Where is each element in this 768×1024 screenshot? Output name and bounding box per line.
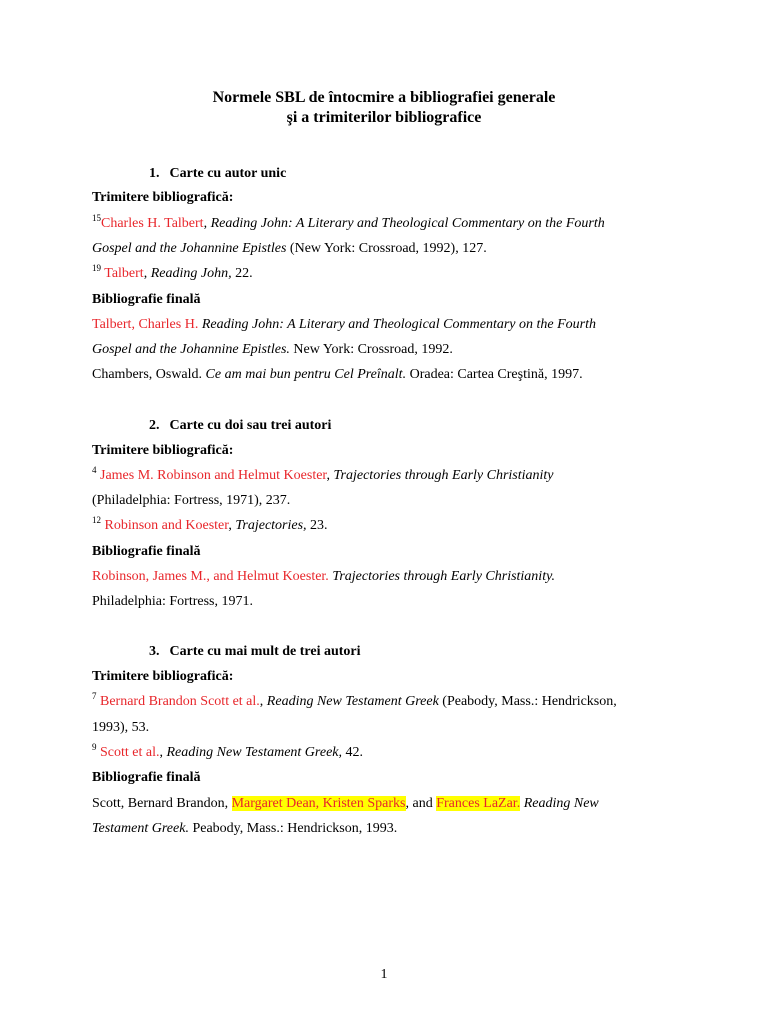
section-3-bib-1-cont (92, 820, 397, 838)
footnote-number: 7 (92, 691, 97, 701)
section-1-note-2: $^{19}$ Talbert, Reading John, 22. (92, 263, 253, 281)
section-3-heading (149, 643, 361, 661)
document-title-line-2: şi a trimiterilor bibliografice (286, 109, 482, 126)
author-name: Talbert, Charles H. (92, 317, 199, 332)
highlighted-author: Frances LaZar. (436, 796, 521, 811)
section-2-note-2: $^{12}$ Robinson and Koester, Trajectories, 23. (92, 515, 328, 533)
footnote-number: 12 (92, 515, 101, 525)
page-number: 1 (380, 967, 388, 982)
author-name: Bernard Brandon Scott et al. (100, 694, 260, 709)
book-title: Testament Greek. (92, 821, 189, 836)
footnote-number: 4 (92, 465, 97, 475)
section-1-bib-1-cont (92, 341, 453, 359)
section-1-bib-1 (92, 316, 596, 334)
section-2-bib-1-cont: Philadelphia: Fortress, 1971. (92, 594, 253, 609)
document-title-line-1: Normele SBL de întocmire a bibliografiei generale (212, 89, 556, 106)
section-3-note-1: $^7$ Bernard Brandon Scott et al., Reading New Testament Greek (Peabody, Mass.: Hendrickson, (92, 691, 617, 709)
book-title: Trajectories, (235, 518, 307, 533)
book-title: Reading New (520, 796, 599, 811)
publication-info: Oradea: Cartea Creştină, 1997. (406, 367, 583, 382)
book-title: Ce am mai bun pentru Cel Preînalt. (205, 367, 407, 382)
section-1-title: Carte cu autor unic (169, 166, 287, 181)
section-3-reference-label: Trimitere bibliografică: (92, 669, 234, 684)
section-3-number: 3. (149, 644, 160, 659)
author-name: Robinson, James M., and Helmut Koester. (92, 569, 329, 584)
section-3-title: Carte cu mai mult de trei autori (169, 644, 361, 659)
section-1-heading (149, 165, 286, 183)
book-title: Reading New Testament Greek, (166, 745, 342, 760)
footnote-number: 9 (92, 742, 97, 752)
section-2-note-1: $^4$ James M. Robinson and Helmut Koester, Trajectories through Early Christianity (92, 465, 554, 483)
author-name: James M. Robinson and Helmut Koester (100, 468, 327, 483)
book-title: Reading John: A Literary and Theological Commentary on the Fourth (210, 216, 605, 231)
section-1-number: 1. (149, 166, 160, 181)
section-2-bibliography-label: Bibliografie finală (92, 544, 201, 559)
book-title: Reading John: A Literary and Theological Commentary on the Fourth (198, 317, 596, 332)
author-name: Scott, Bernard Brandon, (92, 796, 232, 811)
publication-info: (New York: Crossroad, 1992), 127. (286, 241, 487, 256)
publication-info: (Peabody, Mass.: Hendrickson, (438, 694, 617, 709)
section-3-bibliography-label: Bibliografie finală (92, 770, 201, 785)
author-name: Scott et al. (100, 745, 160, 760)
section-1-note-1: $^{15}$Charles H. Talbert, Reading John: A Literary and Theological Commentary on the Fourth (92, 213, 605, 231)
section-2-heading (149, 417, 331, 435)
author-name: Talbert (104, 266, 144, 281)
section-2-note-1-cont: (Philadelphia: Fortress, 1971), 237. (92, 493, 291, 508)
page-ref: 22. (231, 266, 253, 281)
footnote-number: 19 (92, 263, 101, 273)
page-ref: 42. (342, 745, 363, 760)
section-2-number: 2. (149, 418, 160, 433)
section-1-note-1-cont (92, 240, 487, 258)
author-name: Robinson and Koester (104, 518, 229, 533)
section-2-title: Carte cu doi sau trei autori (169, 418, 332, 433)
section-3-note-1-cont: 1993), 53. (92, 720, 150, 735)
book-title: Trajectories through Early Christianity (333, 468, 554, 483)
book-title: Reading New Testament Greek (266, 694, 439, 709)
publication-info: New York: Crossroad, 1992. (289, 342, 453, 357)
footnote-number: 15 (92, 213, 101, 223)
section-1-reference-label: Trimitere bibliografică: (92, 190, 234, 205)
book-title: Reading John, (150, 266, 232, 281)
author-name: Chambers, Oswald. (92, 367, 203, 382)
book-title: Gospel and the Johannine Epistles (92, 241, 287, 256)
section-1-bibliography-label: Bibliografie finală (92, 292, 201, 307)
section-2-reference-label: Trimitere bibliografică: (92, 443, 234, 458)
section-2-bib-1 (92, 568, 555, 586)
page-ref: 23. (306, 518, 328, 533)
highlighted-authors: Margaret Dean, Kristen Sparks (231, 796, 406, 811)
section-3-note-2: $^9$ Scott et al., Reading New Testament Greek, 42. (92, 742, 363, 760)
publication-info: Peabody, Mass.: Hendrickson, 1993. (188, 821, 398, 836)
author-name: Charles H. Talbert (101, 216, 204, 231)
section-3-bib-1: Scott, Bernard Brandon, Margaret Dean, Kristen Sparks, and Frances LaZar. Reading New (92, 796, 599, 811)
section-1-bib-2 (92, 366, 583, 384)
book-title: Gospel and the Johannine Epistles. (92, 342, 290, 357)
book-title: Trajectories through Early Christianity. (332, 569, 556, 584)
